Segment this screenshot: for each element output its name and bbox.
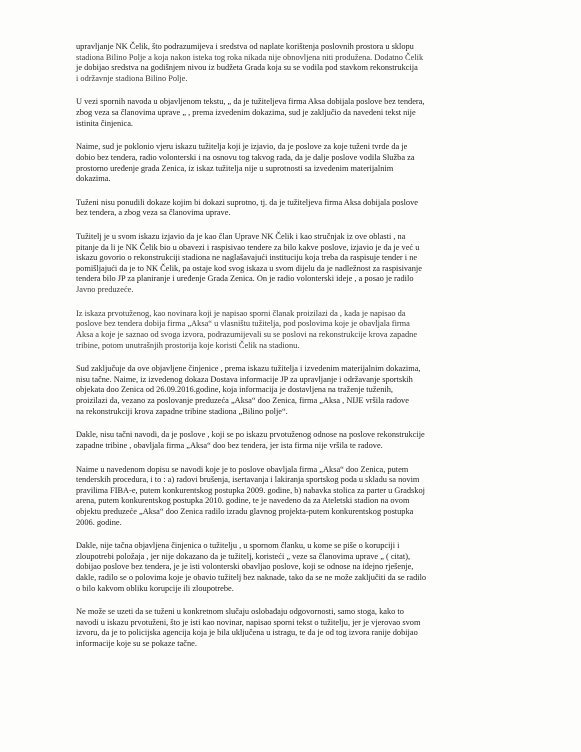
text-line: Javno preduzeće. xyxy=(76,285,134,295)
text-line: U vezi spornih navoda u objavljenom tekstu, „ da je tužiteljeva firma Aksa dobijala poslove bez tendera, xyxy=(76,97,425,107)
text-line: pravilima FIBA-e, putem konkurentskog postupka 2009. godine, b) nabavka stolica za parter u Gradskoj xyxy=(76,485,425,495)
text-line: na rekonstrukciji krova zapadne tribine stadiona „Bilino polje“. xyxy=(76,406,288,416)
text-line: 2006. godine. xyxy=(76,517,122,527)
text-line: i održavnje stadiona Bilino Polje. xyxy=(76,73,188,83)
text-line: dakle, radilo se o polovima koje je obavio tužitelj bez naknade, tako da se ne može zaključiti da se radilo xyxy=(76,573,427,582)
text-line: Tužitelj je u svom iskazu izjavio da je kao član Uprave NK Čelik i kao stručnjak iz ove oblasti , na xyxy=(76,232,406,242)
text-line: Dakle, nije tačna objavljena činjenica o tužitelju , u spornom članku, u kome se piše o korupciji i xyxy=(76,541,400,551)
text-line: Sud zaključuje da ove objavljene činjenice , prema iskazu tužitelja i izvedenim materijalnim dokazima, xyxy=(76,364,421,374)
text-line: Dakle, nisu tačni navodi, da je poslove , koji se po iskazu prvotuženog odnose na poslove rekonstrukcije xyxy=(76,430,425,440)
text-line: Naime u navedenom dopisu se navodi koje je to poslove obavljala firma „Aksa“ doo Zenica, putem xyxy=(76,464,409,474)
text-line: poslove bez tendera dobija firma „Aksa“ u vlasništu tužitelja, pod poslovima koje je obavljala firma xyxy=(76,319,410,329)
paragraph-3 xyxy=(76,142,520,184)
paragraph-9 xyxy=(76,465,520,529)
text-line: dobijao poslove bez tendera, je je isti volonterski obavljao poslove, koji se odnose na idejno rješenje, xyxy=(76,562,414,572)
text-line: Naime, sud je poklonio vjeru iskazu tužitelja koji je izjavio, da je poslove za koje tuženi tvrde da je xyxy=(76,142,408,152)
text-line: objektu preduzeće „Aksa“ doo Zenica radilo izradu glavnog projekta-putem konkurentskog postupka xyxy=(76,506,414,516)
paragraph-6 xyxy=(76,309,520,351)
text-line: istinita činjenica. xyxy=(76,118,133,128)
text-line: Ne može se uzeti da se tuženi u konkretnom slučaju oslobađaju odgovornosti, samo stoga, kako to xyxy=(76,607,404,617)
text-line: je dobijao sredstva na godišnjem nivou iz budžeta Grada koja su se vodila pod stavkom rekonstrukcija xyxy=(76,63,418,73)
paragraph-10 xyxy=(76,541,520,594)
text-line: dokazima. xyxy=(76,174,111,184)
text-line: pitanje da li je NK Čelik bio u obavezi i raspisivao tendere za bilo kakve poslove, izjavio je da je već u xyxy=(76,242,420,252)
text-line: stadiona Bilino Polje a koja nakon isteka tog roka nikada nije obnovljena niti produžena. Dodatno Čelik xyxy=(76,52,424,62)
text-line: zbog veza sa članovima uprave „ , prema izvedenim dokazima, sud je zaključio da navedeni tekst nije xyxy=(76,108,416,118)
text-line: zapadne tribine , obavljala firma „Aksa“ doo bez tendera, jer ista firma nije vršila te radove. xyxy=(76,440,383,450)
paragraph-4 xyxy=(76,198,520,219)
paragraph-1 xyxy=(76,42,520,84)
text-line: iskazu govorio o rekonstrukciji stadiona ne naglašavajući instituciju koja treba da raspisuje tender i ne xyxy=(76,253,418,263)
text-line: Tuženi nisu ponudili dokaze kojim bi dokazi suprotno, tj. da je tužiteljeva firma Aksa dobijala poslove xyxy=(76,197,418,207)
text-line: proizilazi da, vezano za poslovanje preduzeća „Aksa“ doo Zenica, firma „Aksa , NIJE vršila radove xyxy=(76,396,409,405)
text-line: Iz iskaza prvotuženog, kao novinara koji je napisao sporni članak proizilazi da , kada je napisao da xyxy=(76,308,406,318)
paragraph-8 xyxy=(76,430,520,451)
text-line: zloupotrebi položaja , jer nije dokazano da je tužitelj, koristeći „ veze sa članovima uprave „ ( citat), xyxy=(76,551,411,561)
text-line: nisu tačne. Naime, iz izvedenog dokaza Dostava informacije JP za upravljanje i održavanje sportskih xyxy=(76,374,413,384)
text-line: bez tendera, a zbog veza sa članovima uprave. xyxy=(76,208,231,218)
text-line: tribine, potom unutrašnjih prostorija koje koristi Čelik na stadionu. xyxy=(76,340,300,350)
paragraph-2 xyxy=(76,97,520,129)
text-line: objekata doo Zenica od 26.09.2016.godine, koja informacija je dostavljena na traženje tuženih, xyxy=(76,385,393,395)
text-line: upravljanje NK Čelik, što podrazumijeva i sredstva od naplate korištenja poslovnih prostora u sklopu xyxy=(76,42,414,51)
text-line: izvoru, da je to policijska agencija koja je bila uključena u istragu, te da je od tog izvora ranije dobijao xyxy=(76,628,418,638)
paragraph-5 xyxy=(76,232,520,296)
text-line: pomišljajući da je to NK Čelik, pa ostaje kod svog iskaza u svom dijelu da je nadležnost za raspisivanje xyxy=(76,263,422,273)
text-line: tenderskih procedura, i to : a) radovi brušenja, isertavanja i lakiranja sportskog poda u skladu sa novim xyxy=(76,475,420,485)
paragraph-11 xyxy=(76,607,520,649)
text-line: prostorno uređenje grada Zenica, iz iskaz tužitelja nije u suprotnosti sa izvedenim materijalnim xyxy=(76,163,394,173)
paragraph-7 xyxy=(76,364,520,417)
document-body xyxy=(76,42,520,663)
text-line: dobio bez tendera, radio volonterski i na osnovu tog takvog rada, da je dalje poslove vodila Služba za xyxy=(76,152,415,162)
text-line: informacije koje su se pokaze tačne. xyxy=(76,639,197,649)
text-line: Aksa a koje je saznao od svoga izvora, podrazumijevali su se poslovi na rekonstrukcije krova zapadne xyxy=(76,329,418,339)
text-line: tendera bilo JP za planiranje i uređenje Grada Zenica. On je radio volonterski ideje , a posao je radilo xyxy=(76,274,414,284)
text-line: o bilo kakvom obliku korupcije ili zloupotrebe. xyxy=(76,583,234,593)
text-line: navodi u iskazu prvotuženi, što je isti kao novinar, napisao sporni tekst o tužitelju, jer je vjerovao svom xyxy=(76,617,421,627)
text-line: arena, putem konkurentskog postupka 2010. godine, te je navedeno da za Ateletski stadion na ovom xyxy=(76,496,410,506)
